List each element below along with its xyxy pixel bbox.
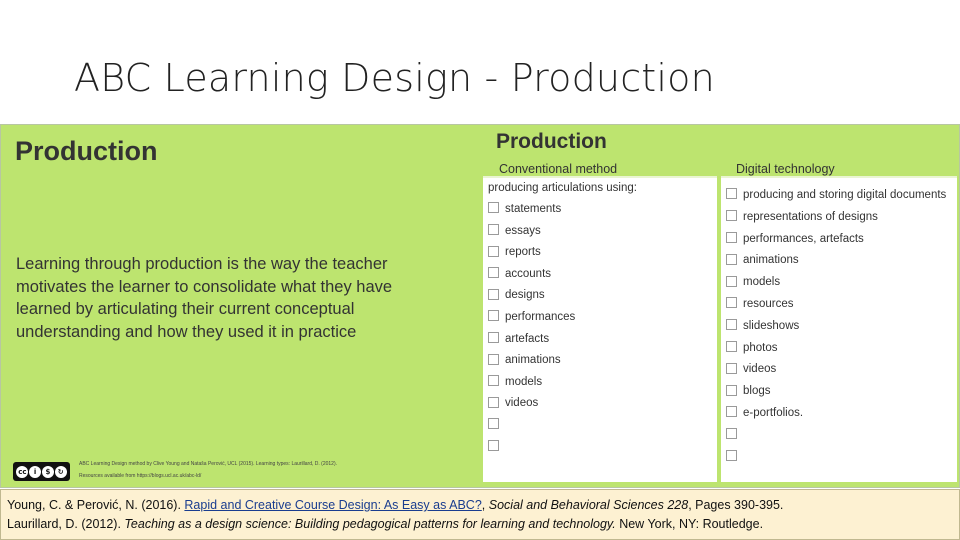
checklist-item-label: e-portfolios. (743, 407, 804, 419)
checklist-item (726, 296, 794, 312)
checklist-item (726, 427, 743, 443)
checklist-item-label: videos (505, 397, 539, 410)
checkbox[interactable] (726, 319, 737, 330)
checklist-item (488, 374, 542, 390)
checkbox[interactable] (726, 232, 737, 243)
checkbox[interactable] (488, 267, 499, 278)
checkbox[interactable] (488, 289, 499, 300)
checklist-item-label: models (505, 375, 543, 388)
card-description: Learning through production is the way the teacher motivates the learner to consolidate what they have learned by articulating their current conceptual understanding and how they used it in practice (16, 255, 393, 341)
checklist-item-label: producing and storing digital documents (743, 189, 947, 201)
right-heading: Production (496, 130, 607, 153)
checklist-item-label: essays (505, 224, 541, 237)
checklist-item (488, 309, 575, 325)
checkbox[interactable] (726, 210, 737, 221)
checkbox[interactable] (726, 363, 737, 374)
checkbox[interactable] (488, 440, 499, 451)
references-box (0, 489, 960, 540)
checkbox[interactable] (726, 385, 737, 396)
checklist-item (488, 266, 551, 282)
checkbox[interactable] (488, 397, 499, 408)
checklist-item (726, 383, 771, 399)
card-heading: Production (15, 136, 158, 166)
checklist-item-label: animations (505, 354, 561, 367)
checklist-item (488, 331, 549, 347)
checklist-item (488, 223, 541, 239)
checkbox[interactable] (488, 354, 499, 365)
by-icon: i (29, 466, 41, 478)
reference-1-journal: Social and Behavioral Sciences 228 (488, 498, 689, 512)
checkbox[interactable] (488, 332, 499, 343)
checklist-item (488, 395, 538, 411)
slide-title: ABC Learning Design - Production (74, 56, 715, 100)
checklist-item-label: blogs (743, 385, 771, 398)
reference-1-pages: , Pages 390-395. (688, 498, 784, 512)
checkbox[interactable] (726, 428, 737, 439)
credit-line-2: Resources available from https://blogs.ucl.ac.uk/abc-ld/ (79, 473, 202, 479)
checklist-item (488, 244, 541, 260)
credit-line-1: ABC Learning Design method by Clive Young and Nataša Perović, UCL (2015). Learning types: Laurillard, D. (2012). (79, 461, 338, 467)
reference-1 (7, 498, 783, 512)
checklist-item (726, 252, 799, 268)
nc-icon: $ (42, 466, 54, 478)
reference-2-title: Teaching as a design science: Building pedagogical patterns for learning and technology. (124, 517, 616, 531)
checklist-item-label: videos (743, 363, 777, 376)
checkbox[interactable] (488, 224, 499, 235)
checklist-item-label: models (743, 276, 781, 289)
checklist-item-label: slideshows (743, 319, 800, 332)
reference-2-publisher: New York, NY: Routledge. (615, 517, 764, 531)
cc-license-badge (13, 462, 70, 481)
reference-2 (7, 517, 763, 531)
reference-1-link[interactable]: Rapid and Creative Course Design: As Easy as ABC? (184, 498, 482, 512)
checklist-item (726, 274, 780, 290)
checklist-item-label: representations of designs (743, 210, 878, 223)
checkbox[interactable] (726, 341, 737, 352)
conventional-method-column (483, 158, 717, 482)
conventional-intro: producing articulations using: (488, 182, 637, 194)
checklist-item-label: performances, artefacts (743, 232, 864, 245)
checklist-item (726, 231, 864, 247)
checkbox[interactable] (726, 276, 737, 287)
checklist-item-label: designs (505, 289, 545, 302)
checklist-item (488, 287, 545, 303)
digital-technology-header: Digital technology (721, 158, 957, 178)
checkbox[interactable] (726, 188, 737, 199)
checklist-item-label: performances (505, 311, 576, 323)
checklist-item (488, 439, 505, 455)
checklist-item-label: photos (743, 341, 778, 354)
checklist-item (726, 449, 743, 465)
checkbox[interactable] (726, 254, 737, 265)
checklist-item (488, 417, 505, 433)
checklist-item-label: reports (505, 246, 541, 259)
checklist-item (726, 405, 803, 421)
checklist-item (488, 201, 561, 217)
checklist-item-label: statements (505, 203, 562, 215)
sa-icon: ↻ (55, 466, 67, 478)
checklist-item-label: animations (743, 254, 799, 267)
checklist-item (726, 318, 799, 334)
checklist-item-label: resources (743, 298, 794, 310)
cc-icon: cc (18, 467, 27, 476)
checkbox[interactable] (726, 297, 737, 308)
reference-1-authors: Young, C. & Perović, N. (2016). (7, 498, 185, 512)
checklist-item-label: accounts (505, 267, 552, 280)
checklist-item-label: artefacts (505, 332, 550, 345)
reference-1-comma: , (481, 498, 489, 512)
checkbox[interactable] (726, 406, 737, 417)
checkbox[interactable] (488, 375, 499, 386)
checklist-item (726, 209, 878, 225)
reference-2-authors: Laurillard, D. (2012). (7, 517, 125, 531)
checklist-item (726, 187, 946, 203)
conventional-method-header: Conventional method (483, 158, 717, 178)
production-card (0, 124, 960, 488)
checkbox[interactable] (488, 310, 499, 321)
checkbox[interactable] (488, 418, 499, 429)
checkbox[interactable] (488, 246, 499, 257)
checklist-item (726, 361, 776, 377)
checklist-item (726, 340, 778, 356)
digital-technology-column (721, 158, 957, 482)
checkbox[interactable] (488, 202, 499, 213)
checklist-item (488, 352, 561, 368)
checkbox[interactable] (726, 450, 737, 461)
